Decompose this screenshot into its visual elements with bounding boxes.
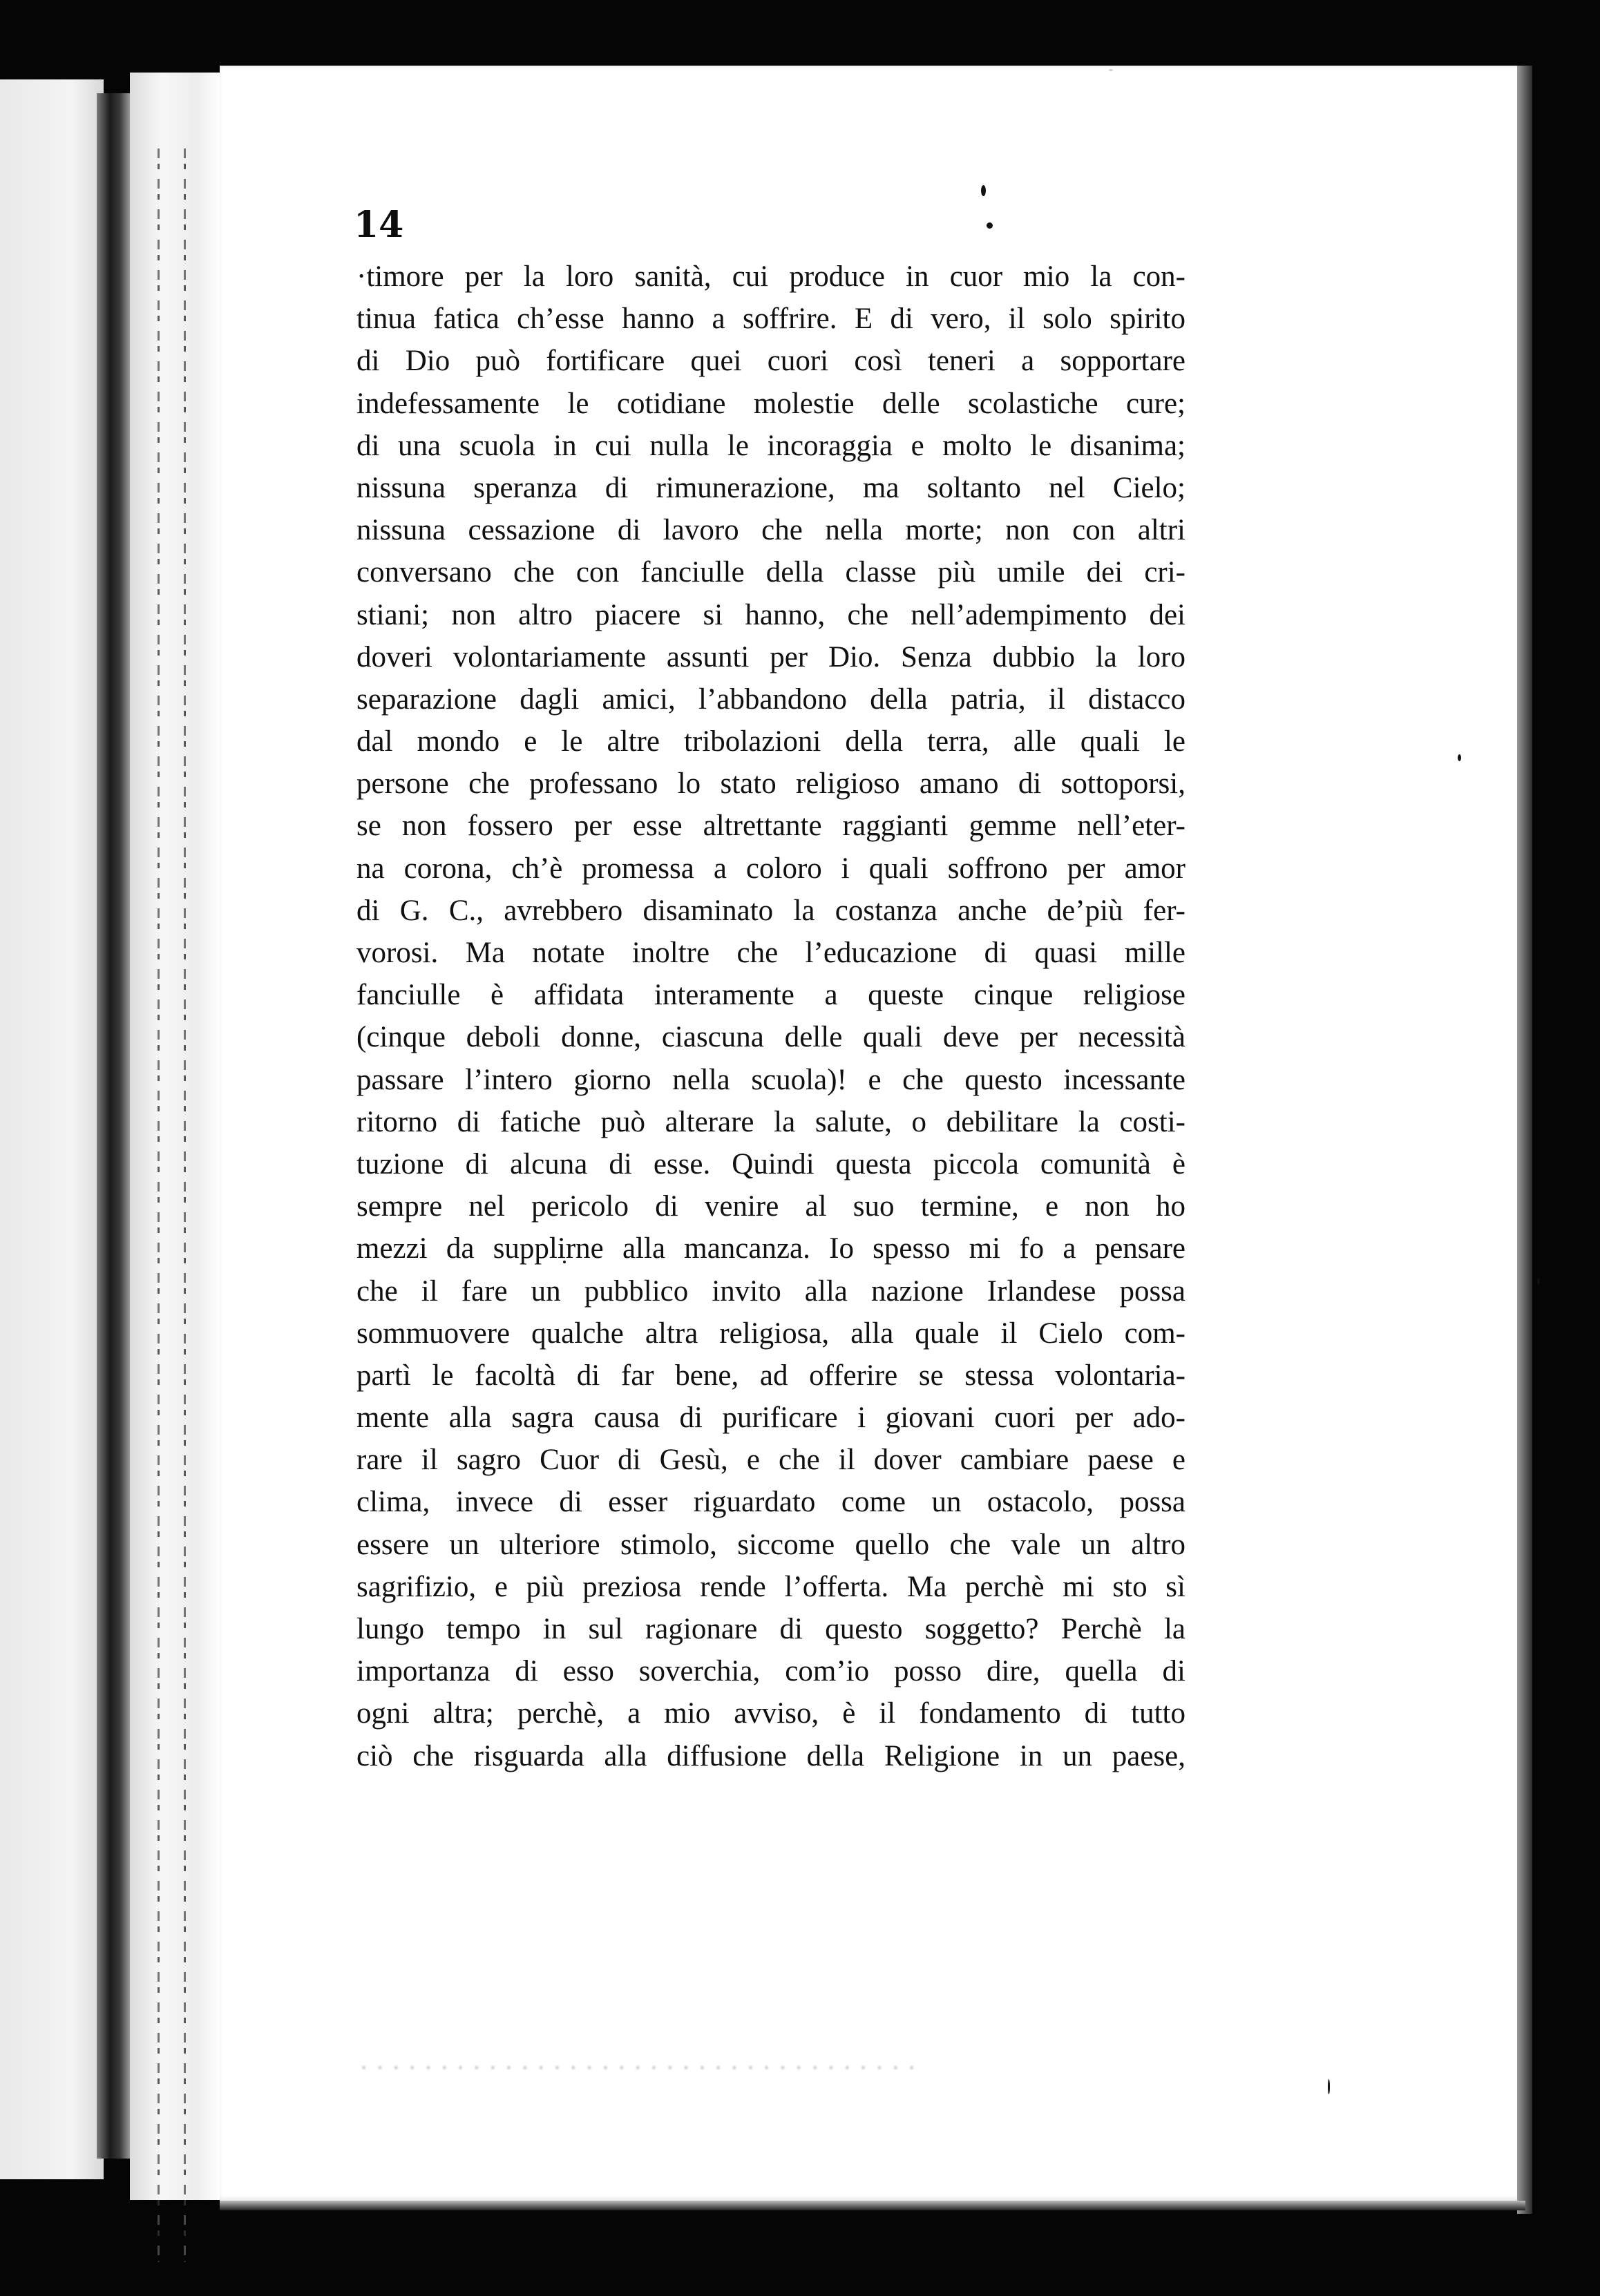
dust-speck <box>981 185 986 196</box>
text-line: ritorno di fatiche può alterare la salute, o debilitare la costi- <box>356 1105 1185 1138</box>
gutter-stitch-line <box>158 149 160 2262</box>
text-line: ·timore per la loro sanità, cui produce in cuor mio la con- <box>356 260 1185 293</box>
page-number: 14 <box>354 204 404 246</box>
text-line: dal mondo e le altre tribolazioni della terra, alle quali le <box>356 725 1185 758</box>
text-line: doveri volontariamente assunti per Dio. Senza dubbio la loro <box>356 640 1185 673</box>
text-line: sagrifizio, e più preziosa rende l’offerta. Ma perchè mi sto sì <box>356 1570 1185 1603</box>
text-line: passare l’intero giorno nella scuola)! e che questo incessante <box>356 1063 1185 1096</box>
page-bottom-edge <box>220 2201 1525 2210</box>
text-line: mente alla sagra causa di purificare i giovani cuori per ado- <box>356 1401 1185 1435</box>
text-line: ogni altra; perchè, a mio avviso, è il fondamento di tutto <box>356 1697 1185 1730</box>
text-line: essere un ulteriore stimolo, siccome quello che vale un altro <box>356 1528 1185 1561</box>
body-text <box>356 256 1185 1777</box>
text-line: che il fare un pubblico invito alla nazione Irlandese possa <box>356 1274 1185 1308</box>
text-line: indefessamente le cotidiane molestie delle scolastiche cure; <box>356 387 1185 420</box>
text-line: lungo tempo in sul ragionare di questo soggetto? Perchè la <box>356 1613 1185 1645</box>
text-line: tinua fatica ch’esse hanno a soffrire. E di vero, il solo spirito <box>356 303 1185 336</box>
page-right-edge <box>1517 66 1532 2214</box>
binding-shadow <box>97 93 130 2159</box>
text-line: persone che professano lo stato religioso amano di sottoporsi, <box>356 767 1185 801</box>
text-line: fanciulle è affidata interamente a queste cinque religiose <box>356 979 1185 1012</box>
dust-speck <box>1537 1278 1540 1285</box>
dust-speck <box>987 222 993 229</box>
text-line: clima, invece di esser riguardato come un ostacolo, possa <box>356 1486 1185 1519</box>
text-line: partì le facoltà di far bene, ad offerire se stessa volontaria- <box>356 1359 1185 1392</box>
text-line: mezzi da supplirne alla mancanza. Io spesso mi fo a pensare <box>356 1232 1185 1265</box>
text-line: rare il sagro Cuor di Gesù, e che il dover cambiare paese e <box>356 1444 1185 1477</box>
text-line: conversano che con fanciulle della classe più umile dei cri- <box>356 556 1185 589</box>
dust-speck <box>1458 754 1461 761</box>
text-line: stiani; non altro piacere si hanno, che nell’adempimento dei <box>356 598 1185 631</box>
text-line: importanza di esso soverchia, com’io posso dire, quella di <box>356 1655 1185 1688</box>
text-line: sempre nel pericolo di venire al suo termine, e non ho <box>356 1190 1185 1223</box>
left-page-edge <box>0 79 104 2179</box>
gutter <box>130 73 220 2200</box>
text-line: se non fossero per esse altrettante raggianti gemme nell’eter- <box>356 810 1185 843</box>
dust-speck <box>1328 2079 1330 2094</box>
text-line: nissuna speranza di rimunerazione, ma soltanto nel Cielo; <box>356 471 1185 504</box>
bleed-through-text: · · · · · · · · · · · · · · · · · · · · · · · · · · · · · · · · · · · <box>359 2052 917 2083</box>
text-line: di G. C., avrebbero disaminato la costanza anche de’più fer- <box>356 894 1185 927</box>
text-line: (cinque deboli donne, ciascuna delle quali deve per necessità <box>356 1021 1185 1054</box>
dust-speck <box>1109 69 1113 71</box>
text-line: tuzione di alcuna di esse. Quindi questa piccola comunità è <box>356 1147 1185 1180</box>
text-line: sommuovere qualche altra religiosa, alla quale il Cielo com- <box>356 1317 1185 1350</box>
text-line: di una scuola in cui nulla le incoraggia e molto le disanima; <box>356 429 1185 462</box>
text-line: separazione dagli amici, l’abbandono della patria, il distacco <box>356 682 1185 716</box>
text-line: ciò che risguarda alla diffusione della Religione in un paese, <box>356 1739 1185 1772</box>
text-line: vorosi. Ma notate inoltre che l’educazione di quasi mille <box>356 937 1185 969</box>
text-line: di Dio può fortificare quei cuori così teneri a sopportare <box>356 345 1185 378</box>
text-line: na corona, ch’è promessa a coloro i quali soffrono per amor <box>356 852 1185 885</box>
text-line: nissuna cessazione di lavoro che nella morte; non con altri <box>356 514 1185 547</box>
gutter-stitch-line <box>184 149 186 2262</box>
